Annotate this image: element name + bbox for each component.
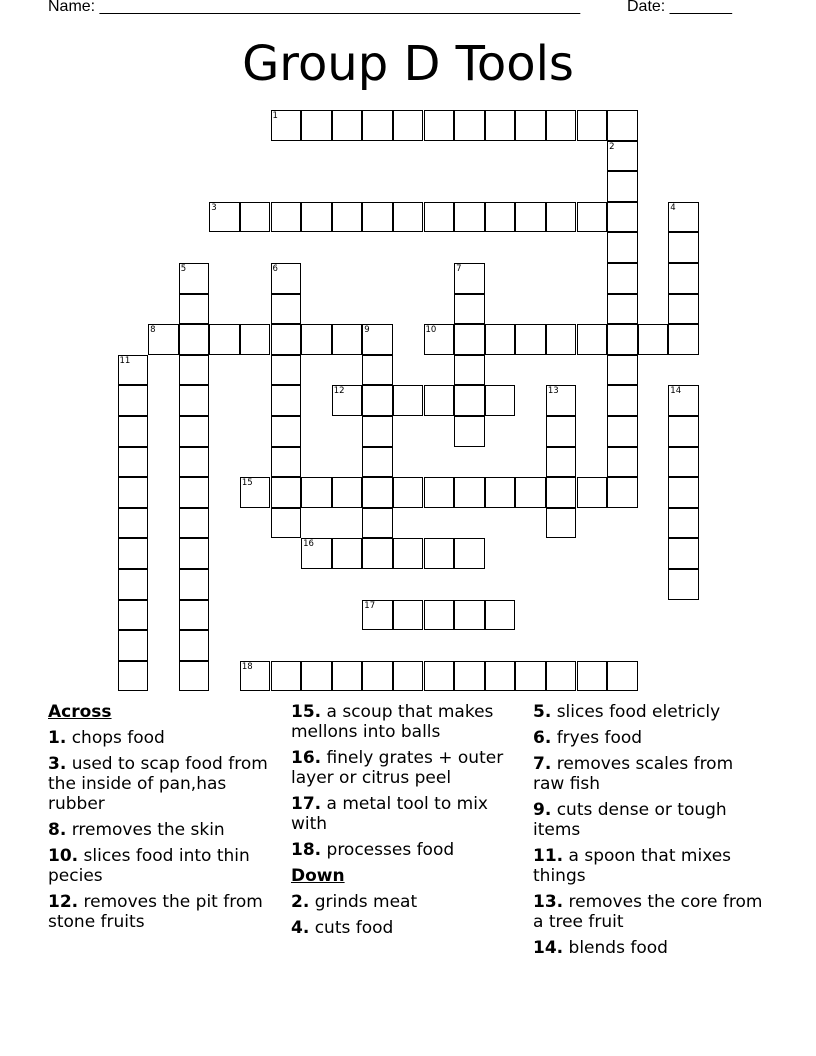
grid-cell[interactable] — [118, 477, 149, 508]
grid-cell[interactable] — [485, 600, 516, 631]
grid-cell[interactable] — [118, 538, 149, 569]
grid-cell[interactable] — [362, 385, 393, 416]
grid-cell[interactable] — [424, 661, 455, 692]
grid-cell[interactable] — [362, 600, 393, 631]
clue-number: 8 — [150, 325, 156, 336]
down-heading: Down — [291, 866, 345, 886]
grid-cell[interactable] — [454, 416, 485, 447]
grid-cell[interactable] — [668, 294, 699, 325]
clue-item: 16. finely grates + outer layer or citrus peel — [291, 748, 504, 788]
grid-cell[interactable] — [362, 416, 393, 447]
grid-cell[interactable] — [179, 661, 210, 692]
grid-cell[interactable] — [332, 202, 363, 233]
grid-cell[interactable] — [271, 294, 302, 325]
grid-cell[interactable] — [271, 385, 302, 416]
grid-cell[interactable] — [118, 355, 149, 386]
grid-cell[interactable] — [546, 385, 577, 416]
grid-cell[interactable] — [454, 110, 485, 141]
grid-cell[interactable] — [118, 447, 149, 478]
grid-cell[interactable] — [301, 324, 332, 355]
grid-cell[interactable] — [240, 477, 271, 508]
clue-number: 10 — [425, 325, 437, 336]
grid-cell[interactable] — [271, 661, 302, 692]
grid-cell[interactable] — [362, 508, 393, 539]
clue-item: 13. removes the core from a tree fruit — [533, 892, 763, 932]
clue-number: 18 — [241, 661, 253, 672]
grid-cell[interactable] — [271, 477, 302, 508]
grid-cell[interactable] — [118, 569, 149, 600]
grid-cell[interactable] — [577, 110, 608, 141]
clue-item: 11. a spoon that mixes things — [533, 846, 732, 886]
grid-cell[interactable] — [607, 355, 638, 386]
clues-column-2 — [291, 702, 527, 944]
grid-cell[interactable] — [393, 661, 424, 692]
grid-cell[interactable] — [454, 600, 485, 631]
clue-item: 10. slices food into thin pecies — [48, 846, 250, 886]
grid-cell[interactable] — [454, 324, 485, 355]
grid-cell[interactable] — [454, 263, 485, 294]
grid-cell[interactable] — [240, 661, 271, 692]
grid-cell[interactable] — [668, 538, 699, 569]
grid-cell[interactable] — [485, 477, 516, 508]
grid-cell[interactable] — [362, 324, 393, 355]
grid-cell[interactable] — [607, 477, 638, 508]
grid-cell[interactable] — [332, 385, 363, 416]
grid-cell[interactable] — [332, 324, 363, 355]
grid-cell[interactable] — [179, 508, 210, 539]
grid-cell[interactable] — [362, 661, 393, 692]
grid-cell[interactable] — [607, 263, 638, 294]
grid-cell[interactable] — [362, 355, 393, 386]
grid-cell[interactable] — [454, 661, 485, 692]
grid-cell[interactable] — [118, 661, 149, 692]
grid-cell[interactable] — [454, 294, 485, 325]
grid-cell[interactable] — [332, 477, 363, 508]
grid-cell[interactable] — [668, 569, 699, 600]
grid-cell[interactable] — [546, 508, 577, 539]
grid-cell[interactable] — [271, 202, 302, 233]
grid-cell[interactable] — [209, 324, 240, 355]
grid-cell[interactable] — [424, 110, 455, 141]
grid-cell[interactable] — [515, 202, 546, 233]
grid-cell[interactable] — [485, 110, 516, 141]
clue-number: 2 — [609, 141, 615, 152]
grid-cell[interactable] — [179, 294, 210, 325]
grid-cell[interactable] — [515, 477, 546, 508]
grid-cell[interactable] — [118, 385, 149, 416]
grid-cell[interactable] — [485, 385, 516, 416]
grid-cell[interactable] — [393, 600, 424, 631]
grid-cell[interactable] — [271, 324, 302, 355]
grid-cell[interactable] — [424, 324, 455, 355]
grid-cell[interactable] — [485, 324, 516, 355]
grid-cell[interactable] — [179, 355, 210, 386]
grid-cell[interactable] — [271, 355, 302, 386]
across-heading: Across — [48, 702, 112, 722]
grid-cell[interactable] — [118, 600, 149, 631]
grid-cell[interactable] — [271, 508, 302, 539]
grid-cell[interactable] — [668, 232, 699, 263]
grid-cell[interactable] — [607, 416, 638, 447]
clue-number: 3 — [211, 202, 217, 213]
grid-cell[interactable] — [607, 324, 638, 355]
clue-number: 11 — [119, 355, 131, 366]
grid-cell[interactable] — [301, 477, 332, 508]
grid-cell[interactable] — [515, 324, 546, 355]
grid-cell[interactable] — [240, 324, 271, 355]
grid-cell[interactable] — [362, 202, 393, 233]
clue-item: 15. a scoup that makes mellons into balls — [291, 702, 494, 742]
grid-cell[interactable] — [209, 202, 240, 233]
clue-item: 1. chops food — [48, 728, 165, 748]
clue-number: 9 — [364, 325, 370, 336]
grid-cell[interactable] — [179, 447, 210, 478]
grid-cell[interactable] — [362, 477, 393, 508]
clue-number: 7 — [456, 264, 462, 274]
grid-cell[interactable] — [454, 538, 485, 569]
grid-cell[interactable] — [179, 600, 210, 631]
grid-cell[interactable] — [668, 263, 699, 294]
grid-cell[interactable] — [271, 110, 302, 141]
grid-cell[interactable] — [668, 385, 699, 416]
grid-cell[interactable] — [454, 202, 485, 233]
grid-cell[interactable] — [546, 324, 577, 355]
clue-number: 5 — [180, 264, 187, 274]
grid-cell[interactable] — [668, 508, 699, 539]
grid-cell[interactable] — [515, 110, 546, 141]
grid-cell[interactable] — [271, 447, 302, 478]
grid-cell[interactable] — [638, 324, 669, 355]
grid-cell[interactable] — [546, 202, 577, 233]
grid-cell[interactable] — [393, 202, 424, 233]
grid-cell[interactable] — [424, 385, 455, 416]
clue-number: 6 — [272, 264, 278, 274]
grid-cell[interactable] — [240, 202, 271, 233]
grid-cell[interactable] — [393, 538, 424, 569]
grid-cell[interactable] — [668, 477, 699, 508]
grid-cell[interactable] — [546, 110, 577, 141]
grid-cell[interactable] — [577, 477, 608, 508]
grid-cell[interactable] — [515, 661, 546, 692]
clue-item: 8. rremoves the skin — [48, 820, 225, 840]
grid-cell[interactable] — [485, 202, 516, 233]
grid-cell[interactable] — [301, 202, 332, 233]
grid-cell[interactable] — [454, 385, 485, 416]
grid-cell[interactable] — [118, 630, 149, 661]
grid-cell[interactable] — [607, 385, 638, 416]
grid-cell[interactable] — [607, 447, 638, 478]
clue-item: 6. fryes food — [533, 728, 643, 748]
grid-cell[interactable] — [148, 324, 179, 355]
grid-cell[interactable] — [271, 263, 302, 294]
grid-cell[interactable] — [668, 416, 699, 447]
clue-number: 14 — [670, 386, 682, 397]
clue-item: 12. removes the pit from stone fruits — [48, 892, 263, 932]
grid-cell[interactable] — [179, 630, 210, 661]
clue-item: 18. processes food — [291, 840, 455, 860]
grid-cell[interactable] — [393, 477, 424, 508]
grid-cell[interactable] — [301, 538, 332, 569]
clue-item: 5. slices food eletricly — [533, 702, 721, 722]
grid-cell[interactable] — [393, 385, 424, 416]
grid-cell[interactable] — [607, 294, 638, 325]
grid-cell[interactable] — [607, 661, 638, 692]
grid-cell[interactable] — [362, 538, 393, 569]
clue-number: 12 — [333, 386, 345, 397]
grid-cell[interactable] — [362, 447, 393, 478]
grid-cell[interactable] — [179, 477, 210, 508]
grid-cell[interactable] — [424, 477, 455, 508]
grid-cell[interactable] — [546, 661, 577, 692]
clue-number: 15 — [241, 478, 253, 489]
clue-item: 2. grinds meat — [291, 892, 418, 912]
grid-cell[interactable] — [577, 202, 608, 233]
clue-number: 4 — [670, 202, 676, 213]
grid-cell[interactable] — [179, 569, 210, 600]
grid-cell[interactable] — [118, 508, 149, 539]
grid-cell[interactable] — [332, 110, 363, 141]
grid-cell[interactable] — [424, 538, 455, 569]
grid-cell[interactable] — [668, 447, 699, 478]
grid-cell[interactable] — [607, 110, 638, 141]
grid-cell[interactable] — [301, 110, 332, 141]
grid-cell[interactable] — [332, 538, 363, 569]
grid-cell[interactable] — [393, 110, 424, 141]
grid-cell[interactable] — [668, 324, 699, 355]
grid-cell[interactable] — [485, 661, 516, 692]
grid-cell[interactable] — [362, 110, 393, 141]
grid-cell[interactable] — [271, 416, 302, 447]
clue-number: 1 — [272, 111, 278, 121]
grid-cell[interactable] — [577, 324, 608, 355]
grid-cell[interactable] — [118, 416, 149, 447]
grid-cell[interactable] — [607, 232, 638, 263]
clue-item: 4. cuts food — [291, 918, 394, 938]
date-field-label: Date: _______ — [627, 0, 732, 15]
grid-cell[interactable] — [668, 202, 699, 233]
grid-cell[interactable] — [424, 600, 455, 631]
clue-item: 17. a metal tool to mix with — [291, 794, 488, 834]
grid-cell[interactable] — [607, 171, 638, 202]
name-field-label: Name: ______________________________________________________ — [48, 0, 581, 15]
grid-cell[interactable] — [607, 202, 638, 233]
grid-cell[interactable] — [454, 355, 485, 386]
page-title: Group D Tools — [242, 36, 574, 92]
grid-cell[interactable] — [179, 263, 210, 294]
clues-column-3 — [533, 702, 769, 964]
clue-number: 16 — [303, 539, 314, 550]
grid-cell[interactable] — [179, 385, 210, 416]
clues-column-1 — [48, 702, 283, 938]
clue-number: 17 — [364, 600, 376, 611]
clue-item: 7. removes scales from raw fish — [533, 754, 734, 794]
grid-cell[interactable] — [179, 324, 210, 355]
clue-item: 14. blends food — [533, 938, 668, 958]
grid-cell[interactable] — [607, 141, 638, 172]
clue-item: 3. used to scap food from the inside of pan,has rubber — [48, 754, 268, 814]
grid-cell[interactable] — [454, 477, 485, 508]
grid-cell[interactable] — [179, 416, 210, 447]
clue-number: 13 — [547, 386, 559, 397]
grid-cell[interactable] — [332, 661, 363, 692]
grid-cell[interactable] — [179, 538, 210, 569]
grid-cell[interactable] — [546, 416, 577, 447]
grid-cell[interactable] — [577, 661, 608, 692]
clue-item: 9. cuts dense or tough items — [533, 800, 727, 840]
grid-cell[interactable] — [546, 477, 577, 508]
grid-cell[interactable] — [424, 202, 455, 233]
grid-cell[interactable] — [301, 661, 332, 692]
grid-cell[interactable] — [546, 447, 577, 478]
